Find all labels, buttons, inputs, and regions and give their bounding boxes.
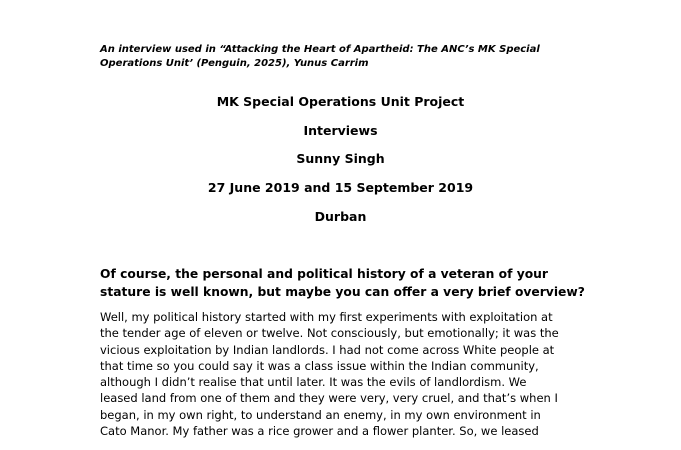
- answer-line: leased land from one of them and they were very, very cruel, and that’s when I: [100, 391, 558, 406]
- answer-line: although I didn’t realise that until later. It was the evils of landlordism. We: [100, 375, 527, 390]
- answer-line: that time so you could say it was a class issue within the Indian community,: [100, 358, 539, 373]
- interview-question: Of course, the personal and political history of a veteran of your stature is well known, but maybe you can offer a very brief overview?: [100, 267, 585, 299]
- project-title: MK Special Operations Unit Project: [216, 94, 465, 109]
- interview-answer: [100, 309, 603, 439]
- source-note: An interview used in “Attacking the Heart of Apartheid: The ANC’s MK Special Operations Unit’ (Penguin, 2025), Yunus Carrim: [100, 44, 540, 69]
- interview-place: Durban: [314, 209, 367, 224]
- answer-line: vicious exploitation by Indian landlords. I had not come across White people at: [100, 342, 555, 357]
- answer-line: Well, my political history started with my first experiments with exploitation at: [100, 310, 553, 324]
- answer-line: the tender age of eleven or twelve. Not consciously, but emotionally; it was the: [100, 326, 559, 341]
- answer-line: Cato Manor. My father was a rice grower and a flower planter. So, we leased: [100, 424, 539, 439]
- interview-dates: 27 June 2019 and 15 September 2019: [207, 180, 474, 195]
- interviewee-name: Sunny Singh: [296, 151, 385, 166]
- section-title: Interviews: [303, 123, 378, 138]
- answer-line: began, in my own right, to understand an enemy, in my own environment in: [100, 407, 541, 422]
